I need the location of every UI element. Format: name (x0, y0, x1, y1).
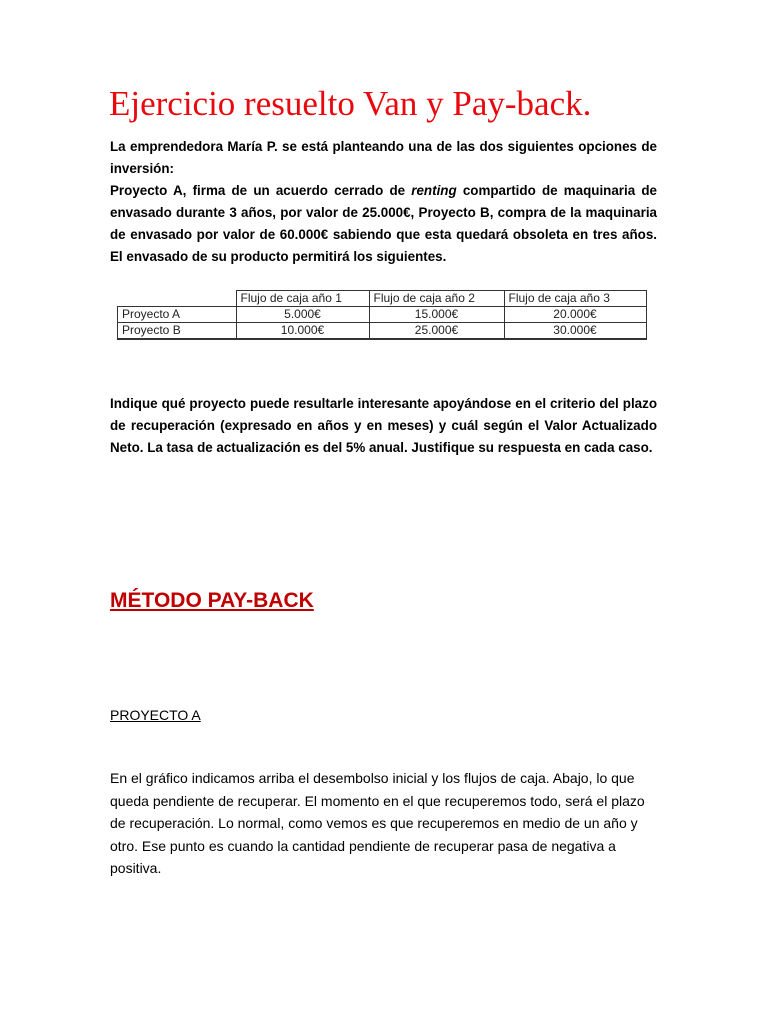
table-header-cell: Flujo de caja año 2 (369, 291, 504, 307)
row-label: Proyecto A (118, 307, 237, 323)
cash-flow-table (117, 290, 647, 340)
table-corner-cell (118, 291, 237, 307)
table-row (118, 307, 647, 323)
projects-text-end: compartido de maquinaria de envasado durante 3 años, por valor de 25.000€, Proyecto B, compra de la maquinaria de envasado por valor de 60.000€ sabiendo que esta quedará obsoleta en tres años. El envasado de su producto permitirá los siguientes. (110, 183, 658, 264)
intro-text: La emprendedora María P. se está planteando una de las dos siguientes opciones de inversión: (110, 139, 657, 176)
table-row (118, 323, 647, 340)
table-cell: 30.000€ (504, 323, 646, 340)
renting-term: renting (411, 183, 457, 198)
table-header-cell: Flujo de caja año 3 (504, 291, 646, 307)
page-title: Ejercicio resuelto Van y Pay-back. (109, 84, 592, 123)
exercise-question: Indique qué proyecto puede resultarle interesante apoyándose en el criterio del plazo de recuperación (expresado en años y en meses) y cuál según el Valor Actualizado Neto. La tasa de actualización es del 5% anual. Justifique su respuesta en cada caso. (110, 396, 657, 455)
subsection-proyecto-a: PROYECTO A (110, 707, 201, 723)
table-header-row (118, 291, 647, 307)
section-title-payback: MÉTODO PAY-BACK (110, 589, 314, 612)
projects-description (110, 180, 657, 268)
intro-paragraph (110, 136, 657, 268)
table-cell: 15.000€ (369, 307, 504, 323)
explanation-paragraph: En el gráfico indicamos arriba el desembolso inicial y los flujos de caja. Abajo, lo que queda pendiente de recuperar. El momento en el que recuperemos todo, será el plazo de recuperación. Lo normal, como vemos es que recuperemos en medio de un año y otro. Ese punto es cuando la cantidad pendiente de recuperar pasa de negativa a positiva. (110, 770, 645, 876)
projects-text-start: Proyecto A, firma de un acuerdo cerrado de (110, 183, 412, 198)
table-cell: 5.000€ (236, 307, 369, 323)
table-cell: 10.000€ (236, 323, 369, 340)
table-cell: 25.000€ (369, 323, 504, 340)
table-header-cell: Flujo de caja año 1 (236, 291, 369, 307)
row-label: Proyecto B (118, 323, 237, 340)
table-cell: 20.000€ (504, 307, 646, 323)
